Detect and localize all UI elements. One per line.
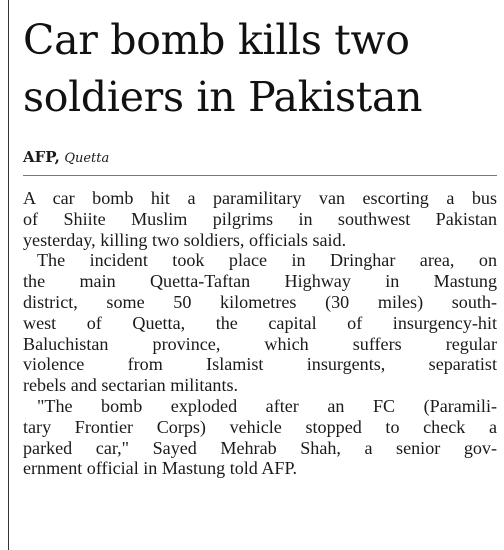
byline [23, 147, 109, 169]
text-line: Baluchistan province, which suffers regular [23, 333, 497, 354]
text-line: west of Quetta, the capital of insurgency-hit [23, 312, 497, 333]
headline [23, 12, 498, 126]
paragraph [23, 396, 497, 479]
text-line: violence from Islamist insurgents, separatist [23, 354, 497, 375]
news-article [8, 0, 502, 550]
byline-agency: AFP, [23, 148, 60, 166]
text-line: district, some 50 kilometres (30 miles) south- [23, 291, 497, 312]
text-line: parked car," Sayed Mehrab Shah, a senior gov- [23, 437, 497, 458]
text-line: rebels and sectarian militants. [23, 375, 239, 396]
paragraph [23, 188, 497, 250]
text-line: ernment official in Mastung told AFP. [23, 458, 298, 479]
text-line: of Shiite Muslim pilgrims in southwest Pakistan [23, 208, 497, 229]
text-line: tary Frontier Corps) vehicle stopped to check a [23, 416, 497, 437]
paragraph [23, 250, 497, 396]
text-line: yesterday, killing two soldiers, officials said. [23, 229, 347, 250]
article-body [23, 188, 497, 479]
text-line: The incident took place in Dringhar area, on [37, 250, 497, 271]
text-line: A car bomb hit a paramilitary van escorting a bus [23, 188, 497, 208]
byline-divider [23, 175, 497, 176]
text-line: "The bomb exploded after an FC (Paramili- [37, 395, 497, 416]
byline-location: Quetta [64, 151, 110, 166]
text-line: the main Quetta-Taftan Highway in Mastung [23, 271, 497, 292]
headline-line: soldiers in Pakistan [23, 73, 423, 121]
headline-line: Car bomb kills two [23, 16, 410, 64]
